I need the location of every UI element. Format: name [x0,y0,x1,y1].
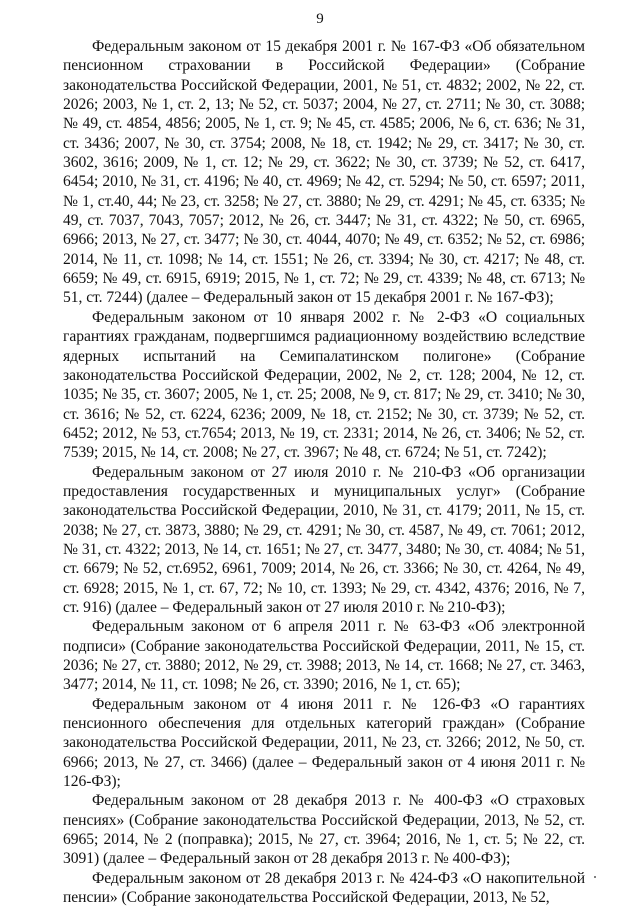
paragraph-law-400-fz: Федеральным законом от 28 декабря 2013 г. № 400-ФЗ «О страховых пенсиях» (Собрание законодательства Российской Федерации, 2013, № 52, ст. 6965; 2014, № 2 (поправка); 2015, № 27, ст. 3964; 2016, № 1, ст. 5; № 22, ст. 3091) (далее – Федеральный закон от 28 декабря 2013 г. № 400-ФЗ); [63,792,585,868]
document-body [63,37,585,907]
paragraph-law-2-fz: Федеральным законом от 10 января 2002 г. № 2-ФЗ «О социальных гарантиях гражданам, подвергшимся радиационному воздействию вследствие ядерных испытаний на Семипалатинском полигоне» (Собрание законодательства Российской Федерации, 2002, № 2, ст. 128; 2004, № 12, ст. 1035; № 35, ст. 3607; 2005, № 1, ст. 25; 2008, № 9, ст. 817; № 29, ст. 3410; № 30, ст. 3616; № 52, ст. 6224, 6236; 2009, № 18, ст. 2152; № 30, ст. 3739; № 52, ст. 6452; 2012, № 53, ст.7654; 2013, № 19, ст. 2331; 2014, № 26, ст. 3406; № 52, ст. 7539; 2015, № 14, ст. 2008; № 27, ст. 3967; № 48, ст. 6724; № 51, ст. 7242); [63,308,585,462]
scan-speck [594,876,596,878]
paragraph-law-63-fz: Федеральным законом от 6 апреля 2011 г. № 63-ФЗ «Об электронной подписи» (Собрание законодательства Российской Федерации, 2011, № 15, ст. 2036; № 27, ст. 3880; 2012, № 29, ст. 3988; 2013, № 14, ст. 1668; № 27, ст. 3463, 3477; 2014, № 11, ст. 1098; № 26, ст. 3390; 2016, № 1, ст. 65); [63,618,585,694]
paragraph-law-424-fz: Федеральным законом от 28 декабря 2013 г. № 424-ФЗ «О накопительной пенсии» (Собрание законодательства Российской Федерации, 2013, № 52, [63,869,585,907]
paragraph-law-126-fz: Федеральным законом от 4 июня 2011 г. № 126-ФЗ «О гарантиях пенсионного обеспечения для отдельных категорий граждан» (Собрание законодательства Российской Федерации, 2011, № 23, ст. 3266; 2012, № 50, ст. 6966; 2013, № 27, ст. 3466) (далее – Федеральный закон от 4 июня 2011 г. № 126-ФЗ); [63,695,585,791]
page-number: 9 [316,11,324,27]
paragraph-law-167-fz: Федеральным законом от 15 декабря 2001 г. № 167-ФЗ «Об обязательном пенсионном страховании в Российской Федерации» (Собрание законодательства Российской Федерации, 2001, № 51, ст. 4832; 2002, № 22, ст. 2026; 2003, № 1, ст. 2, 13; № 52, ст. 5037; 2004, № 27, ст. 2711; № 30, ст. 3088; № 49, ст. 4854, 4856; 2005, № 1, ст. 9; № 45, ст. 4585; 2006, № 6, ст. 636; № 31, ст. 3436; 2007, № 30, ст. 3754; 2008, № 18, ст. 1942; № 29, ст. 3417; № 30, ст. 3602, 3616; 2009, № 1, ст. 12; № 29, ст. 3622; № 30, ст. 3739; № 52, ст. 6417, 6454; 2010, № 31, ст. 4196; № 40, ст. 4969; № 42, ст. 5294; № 50, ст. 6597; 2011, № 1, ст.40, 44; № 23, ст. 3258; № 27, ст. 3880; № 29, ст. 4291; № 45, ст. 6335; № 49, ст. 7037, 7043, 7057; 2012, № 26, ст. 3447; № 31, ст. 4322; № 50, ст. 6965, 6966; 2013, № 27, ст. 3477; № 30, ст. 4044, 4070; № 49, ст. 6352; № 52, ст. 6986; 2014, № 11, ст. 1098; № 14, ст. 1551; № 26, ст. 3394; № 30, ст. 4217; № 48, ст. 6659; № 49, ст. 6915, 6919; 2015, № 1, ст. 72; № 29, ст. 4339; № 48, ст. 6713; № 51, ст. 7244) (далее – Федеральный закон от 15 декабря 2001 г. № 167-ФЗ); [63,38,585,307]
paragraph-law-210-fz: Федеральным законом от 27 июля 2010 г. № 210-ФЗ «Об организации предоставления государственных и муниципальных услуг» (Собрание законодательства Российской Федерации, 2010, № 31, ст. 4179; 2011, № 15, ст. 2038; № 27, ст. 3873, 3880; № 29, ст. 4291; № 30, ст. 4587, № 49, ст. 7061; 2012, № 31, ст. 4322; 2013, № 14, ст. 1651; № 27, ст. 3477, 3480; № 30, ст. 4084; № 51, ст. 6679; № 52, ст.6952, 6961, 7009; 2014, № 26, ст. 3366; № 30, ст. 4264, № 49, ст. 6928; 2015, № 1, ст. 67, 72; № 10, ст. 1393; № 29, ст. 4342, 4376; 2016, № 7, ст. 916) (далее – Федеральный закон от 27 июля 2010 г. № 210-ФЗ); [63,463,585,616]
